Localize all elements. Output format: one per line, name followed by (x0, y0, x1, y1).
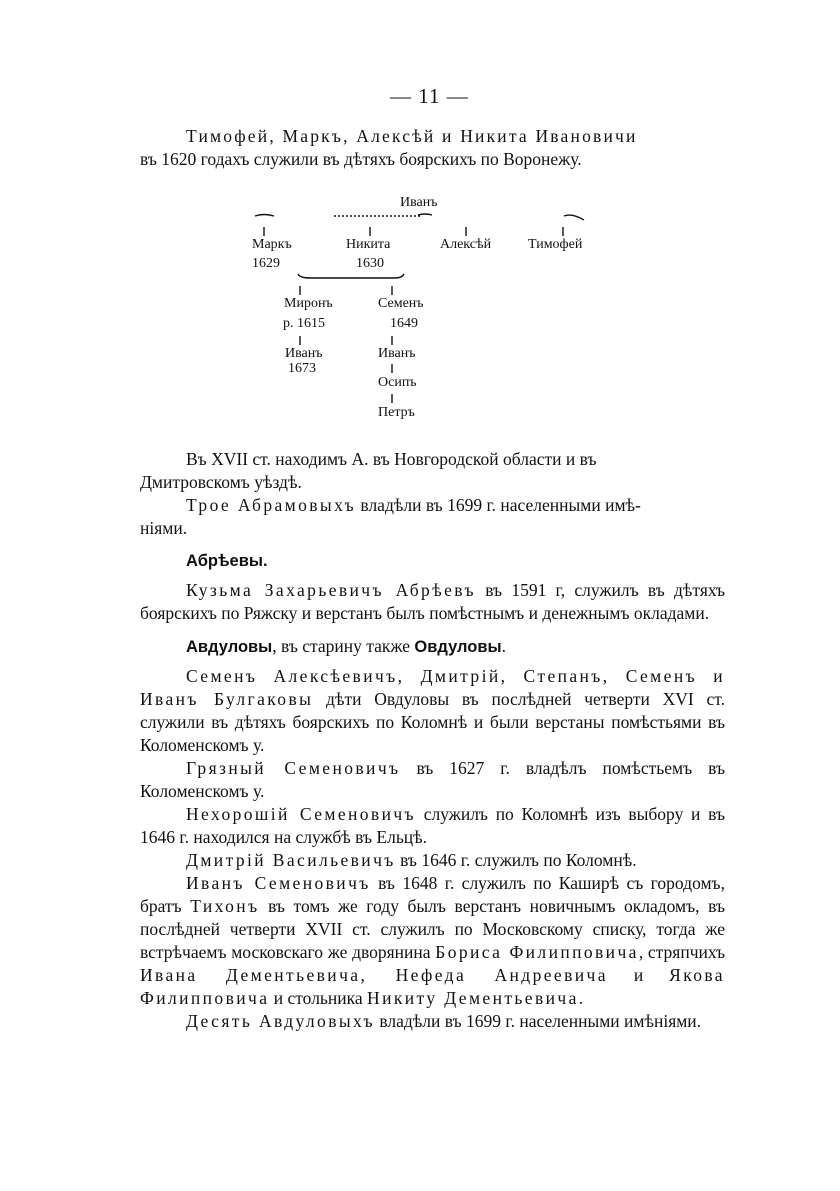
ivan-text-6: . (578, 988, 584, 1008)
para-ivan (140, 872, 725, 1010)
tree-aleksey-name: Алексѣй (440, 237, 492, 252)
intro-line-2: въ 1620 годахъ служили въ дѣтяхъ боярскихъ по Воронежу. (140, 149, 582, 169)
abreev-spaced: Кузьма Захарьевичъ Абрѣевъ (186, 580, 476, 600)
tree-ivan-m-name: Иванъ (285, 346, 323, 361)
tree-ivan-m-year: 1673 (288, 361, 316, 376)
semen-spaced: Семенъ Алексѣевичъ, Дмитрій, Степанъ, Семенъ и Иванъ Булгаковы (140, 666, 725, 709)
page-number: — 11 — (390, 84, 469, 108)
para-xvii-line-2: Дмитровскомъ уѣздѣ. (140, 472, 302, 492)
abreev-rest: въ 1591 г, служилъ въ дѣтяхъ боярскихъ по Ряжску и верстанъ былъ помѣстнымъ и денежнымъ окладами. (140, 580, 725, 623)
para-semen (140, 665, 725, 757)
tree-semen-name: Семенъ (378, 296, 424, 311)
genealogy-tree (0, 0, 840, 440)
intro-line-1: Тимофей, Маркъ, Алексѣй и Никита Ивановичи (186, 126, 638, 146)
tree-root-ivan: Иванъ (400, 195, 438, 210)
body-text (140, 448, 725, 1033)
para-abramovy-line-1 (140, 494, 725, 517)
tree-miron-name: Миронъ (284, 296, 333, 311)
tree-semen-year: 1649 (390, 316, 418, 331)
ivan-text-2: въ томъ же году былъ верстанъ новичнымъ окладомъ, въ послѣдней четверти XVII ст. служилъ по Московскому списку, тогда же встрѣчаемъ московскаго же дворянина (140, 896, 725, 962)
ivan-text-3: , стряпчихъ (638, 942, 725, 962)
avdulovy-text: , въ старину также (272, 636, 415, 656)
tree-brace-timofey (564, 215, 584, 220)
tree-miron-year: р. 1615 (283, 316, 325, 331)
heading-avdulovy (140, 635, 725, 659)
gryazny-rest: въ 1627 г. владѣлъ помѣстьемъ въ Коломенскомъ у. (140, 758, 725, 801)
tree-mark-year: 1629 (252, 256, 280, 271)
ivan-text-4: и (607, 965, 670, 985)
yakov-spaced: Якова Филипповича (140, 965, 725, 1008)
dmitry-spaced: Дмитрій Васильевичъ (186, 850, 396, 870)
tree-nikita-year: 1630 (356, 256, 384, 271)
avdulovy-bold: Авдуловы (186, 638, 273, 656)
para-abreev (140, 579, 725, 625)
tree-ivan-s-name: Иванъ (378, 346, 416, 361)
para-gryazny (140, 757, 725, 803)
para-dmitry (140, 849, 725, 872)
desyat-spaced: Десять Авдуловыхъ (186, 1011, 375, 1031)
ivan-nefed-spaced: Ивана Дементьевича, Нефеда Андреевича (140, 965, 608, 985)
para-abramovy-line-2: ніями. (140, 518, 188, 538)
avdulovy-end: . (501, 636, 506, 656)
para-nekhoroshy (140, 803, 725, 849)
abramovy-spaced: Трое Абрамовыхъ (186, 495, 357, 515)
tree-brace-mark (255, 215, 274, 217)
heading-abreevy: Абрѣевы. (186, 552, 268, 570)
ivan-spaced: Иванъ Семеновичъ (186, 873, 371, 893)
desyat-rest: владѣли въ 1699 г. населенными имѣніями. (374, 1011, 702, 1031)
tree-petr-name: Петръ (378, 405, 415, 420)
boris-spaced: Бориса Филипповича (435, 942, 639, 962)
para-desyat (140, 1010, 725, 1033)
tikhon-spaced: Тихонъ (190, 896, 260, 916)
ovdulovy-bold: Овдуловы (414, 638, 502, 656)
tree-brace-nikita-children (298, 274, 404, 278)
semen-rest: дѣти Овдуловы въ послѣдней четверти XVI ст. служили въ дѣтяхъ боярскихъ по Коломнѣ и были верстаны помѣстьями въ Коломенскомъ у. (140, 689, 725, 755)
ivan-text-5: и стольника (269, 988, 368, 1008)
dmitry-rest: въ 1646 г. служилъ по Коломнѣ. (395, 850, 637, 870)
nekhoroshy-rest: служилъ по Коломнѣ изъ выбору и въ 1646 г. находился на службѣ въ Ельцѣ. (140, 804, 725, 847)
abramovy-rest: владѣли въ 1699 г. населенными имѣ- (356, 495, 641, 515)
ivan-text-1: въ 1648 г. служилъ по Каширѣ съ городомъ, братъ (140, 873, 725, 916)
tree-mark-name: Маркъ (252, 237, 292, 252)
tree-osip-name: Осипъ (378, 375, 417, 390)
nekhoroshy-spaced: Нехорошій Семеновичъ (186, 804, 417, 824)
tree-timofey-name: Тимофей (528, 237, 583, 252)
tree-root-brace (418, 214, 432, 215)
para-xvii-line-1: Въ XVII ст. находимъ А. въ Новгородской области и въ (186, 449, 597, 469)
tree-nikita-name: Никита (346, 237, 391, 252)
gryazny-spaced: Грязный Семеновичъ (186, 758, 401, 778)
nikita-spaced: Никиту Дементьевича (367, 988, 579, 1008)
